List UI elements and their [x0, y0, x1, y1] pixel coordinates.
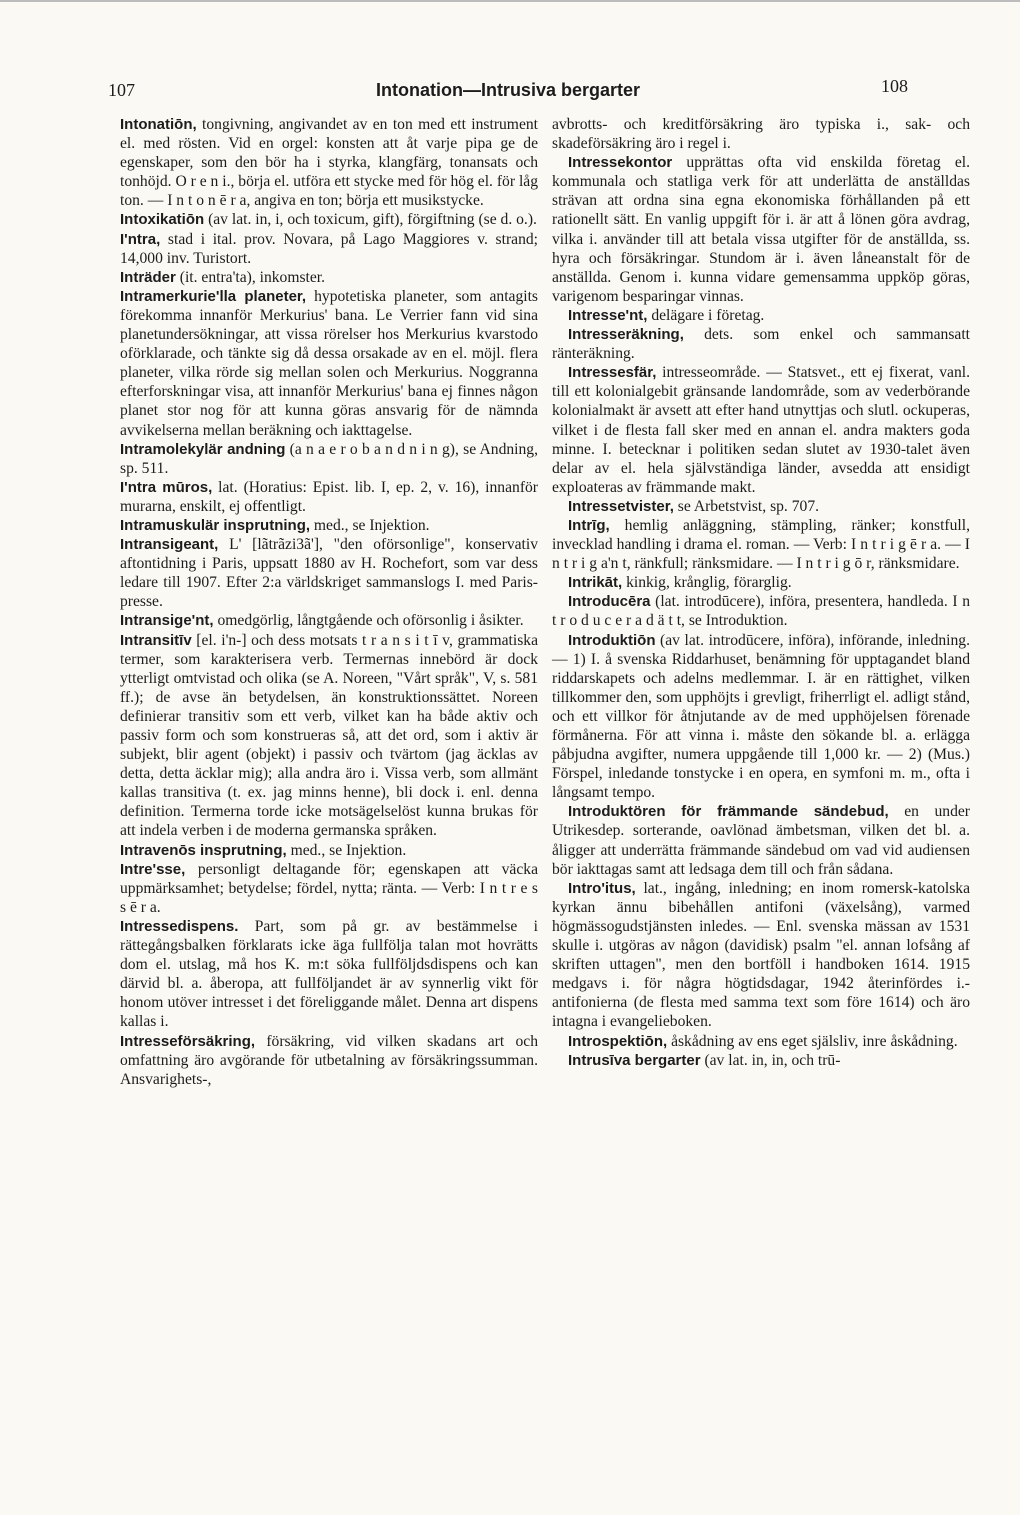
entry-headword: Intre'sse,: [120, 860, 186, 878]
entry-definition: lat. (Horatius: Epist. lib. I, ep. 2, v. 16), innanför murarna, enskilt, ej offentligt.: [120, 478, 539, 515]
dictionary-entry: [552, 1032, 970, 1051]
dictionary-entry: [120, 440, 538, 478]
entry-headword: Intransitīv: [120, 631, 192, 649]
entry-headword: Intransige'nt,: [120, 612, 214, 630]
running-title: Intonation—Intrusiva bergarter: [375, 80, 641, 100]
dictionary-entry: [120, 230, 538, 268]
entry-headword: I'ntra mūros,: [120, 478, 213, 496]
dictionary-entry: [120, 631, 538, 841]
entry-headword: Introducēra: [568, 593, 651, 611]
dictionary-entry: [552, 497, 970, 516]
entry-headword: I'ntra,: [120, 230, 161, 248]
entry-definition: dets. som enkel och sammansatt ränteräkning.: [552, 326, 970, 363]
entry-definition: med., se Injektion.: [310, 516, 430, 534]
entry-definition: L' [lãtrãzi3ã'], "den oförsonlige", konservativ aftontidning i Paris, uppsatt 1880 av H. Rochefort, som var dess ledare till 1907. Efter 2:a världskriget sammanslogs I. med Paris-presse.: [120, 536, 538, 611]
entry-definition: avbrotts- och kreditförsäkring äro typiska i., sak- och skadeförsäkring äro i regel i.: [552, 116, 970, 153]
entry-definition: försäkring, vid vilken skadans art och omfattning äro avgörande för utbetalning av försäkringssumman. Ansvarighets-,: [120, 1032, 538, 1088]
entry-definition: delägare i företag.: [647, 306, 765, 324]
entry-headword: Intramolekylär andning: [120, 440, 286, 458]
entry-headword: Intresseräkning,: [568, 326, 684, 344]
entry-definition: (lat. introdūcere), införa, presentera, handleda. I n t r o d u c e r a d ä t t, se Introduktion.: [552, 593, 970, 630]
right-column: [552, 115, 970, 1070]
entry-definition: hemlig anläggning, stämpling, ränker; konstfull, invecklad handling i drama el. roman. — Verb: I n t r i g ē r a. — I n t r i g a'n t, ränkfull; ränksmidare. — I n t r i g ō r, ränksmidare.: [552, 516, 970, 573]
dictionary-entry: [120, 1032, 538, 1089]
entry-headword: Intresse'nt,: [568, 306, 648, 324]
entry-definition: lat., ingång, inledning; en inom romersk-katolska kyrkan ännu bibehållen antifoni (växelsång), varmed högmässogudstjänsten inledes. — Enl. svenska mässan av 1531 skulle i. utgöras av någon (davidisk) psalm "el. annan lofsång af skriften uttagen", men den bortföll i handboken 1614. 1915 medgavs i. för några högtidsdagar, 1942 återinfördes i.-antifonierna (de flesta med samma text som före 1614) och äro intagna i evangelieboken.: [552, 879, 970, 1031]
top-border-line: [0, 0, 1020, 2]
dictionary-entry: [120, 516, 538, 535]
dictionary-entry: [552, 306, 970, 325]
dictionary-entry: [552, 573, 970, 592]
entry-definition: personligt deltagande för; egenskapen att väcka uppmärksamhet; betydelse; fördel, nytta; ränta. — Verb: I n t r e s s ē r a.: [120, 860, 538, 916]
entry-headword: Intrīg,: [568, 516, 610, 534]
entry-definition: tongivning, angivandet av en ton med ett instrument el. med rösten. Vid en orgel: konsten att åt varje pipa ge de egenskaper, som den bör ha i styrka, klangfärg, tonansats och tonhöjd. O r e n i., börja el. utföra ett stycke med för hög el. för låg ton. — I n t o n ē r a, angiva en ton; börja ett musikstycke.: [120, 116, 538, 210]
left-column: [120, 115, 538, 1089]
dictionary-entry: [120, 268, 538, 287]
entry-headword: Intravenōs insprutning,: [120, 841, 287, 859]
entry-headword: Intoxikatiōn: [120, 211, 205, 229]
dictionary-entry: [552, 325, 970, 363]
entry-headword: Intresseförsäkring,: [120, 1032, 256, 1050]
dictionary-entry: [120, 287, 538, 440]
entry-headword: Intressesfär,: [568, 364, 657, 382]
left-page-number: 107: [108, 80, 135, 100]
entry-headword: Intressekontor: [568, 154, 673, 172]
dictionary-entry: [120, 115, 538, 210]
dictionary-entry: [552, 516, 970, 573]
entry-definition: med., se Injektion.: [286, 841, 407, 859]
dictionary-entry: [120, 860, 538, 917]
entry-headword: Intressetvister,: [568, 497, 674, 515]
dictionary-entry: [552, 153, 970, 306]
right-page-number: 108: [881, 76, 908, 96]
dictionary-entry: [552, 631, 970, 803]
entry-definition: kinkig, krånglig, förarglig.: [622, 574, 792, 592]
entry-headword: Intro'itus,: [568, 879, 636, 897]
entry-definition: Part, som på gr. av bestämmelse i rättegångsbalken förklarats icke äga fullfölja talan mot hovrätts dom el. utslag, må hos K. m:t söka fullföljdsdispens och kan därvid bl. a. åberopa, att fullföljandet är av synnerlig vikt för honom utöver intresset i det föreliggande målet. Denna art dispens kallas i.: [120, 917, 538, 1031]
entry-definition: åskådning av ens eget själsliv, inre åskådning.: [667, 1032, 958, 1050]
entry-headword: Introduktiōn: [568, 631, 656, 649]
entry-headword: Intressedispens.: [120, 917, 239, 935]
entry-definition: stad i ital. prov. Novara, på Lago Maggiores v. strand; 14,000 inv. Turistort.: [120, 230, 538, 267]
entry-headword: Intonatiōn,: [120, 116, 197, 133]
dictionary-entry: [552, 802, 970, 878]
dictionary-entry: [552, 592, 970, 630]
dictionary-entry: [552, 363, 970, 497]
dictionary-entry: [552, 115, 970, 153]
dictionary-entry: [120, 611, 538, 630]
entry-headword: Intransigeant,: [120, 536, 219, 554]
entry-definition: (a n a e r o b a n d n i n g), se Andning, sp. 511.: [120, 440, 538, 477]
entry-headword: Intramerkurie'lla planeter,: [120, 287, 307, 305]
entry-definition: (it. entra'ta), inkomster.: [175, 268, 326, 286]
dictionary-entry: [552, 1051, 970, 1070]
entry-headword: Introspektiōn,: [568, 1032, 668, 1050]
entry-headword: Intrikāt,: [568, 574, 623, 592]
entry-definition: en under Utrikesdep. sorterande, oavlönad ämbetsman, vilken det bl. a. åligger att underrätta främmande sändebud om vad vid audiensen bör iakttagas samt att ledsaga dem till och från sådana.: [552, 803, 970, 878]
entry-definition: (av lat. in, in, och trū-: [700, 1051, 841, 1069]
entry-headword: Intramuskulär insprutning,: [120, 516, 311, 534]
entry-definition: intresseområde. — Statsvet., ett ej fixerat, vanl. till ett kolonialgebit gränsande landområde, som av vederbörande kolonialmakt är avsett att efter hand utnyttjas och slutl. ockuperas, vilket i de flesta fall sker med en annan el. andra makters goda minne. I. betecknar i politiken sedan slutet av 1930-talet även delar av el. hela självständiga länder, avsedda att ensidigt exploateras av främmande makt.: [552, 364, 970, 496]
dictionary-entry: [120, 535, 538, 611]
entry-definition: (av lat. introdūcere, införa), införande, inledning. — 1) I. å svenska Riddarhuset, benämning för upptagandet bland riddarskapets och adelns medlemmar. I. är en rättighet, vilken tillkommer den, som upphöjts i grevligt, friherrligt el. adligt stånd, och ett villkor för åtnjutande av de med upphöjelsen förenade förmånerna. För att vinna i. måste den sökande bl. a. erlägga påbjudna avgifter, numera uppgående till 1,000 kr. — 2) (Mus.) Förspel, inledande tonstycke i en opera, en symfoni m. m., ofta i långsamt tempo.: [552, 631, 970, 802]
entry-definition: [el. i'n-] och dess motsats t r a n s i t ī v, grammatiska termer, som karakterisera verb. Termernas innebörd är dock ytterligt omtvistad och olika (se A. Noreen, "Vårt språk", V, s. 581 ff.); de avse än betydelsen, än konstruktionssättet. Noreen definierar transitiv som ett verb, vilket kan ha både aktiv och passiv form och som konstrueras så, att det ord, som i aktiv är subjekt, blir agent (objekt) i passiv och tvärtom (jag äcklas av detta, detta äcklar mig); alla andra äro i. Vissa verb, som allmänt kallas transitiva (t. ex. jag minns henne), bli dock i. enl. denna definition. Termerna torde icke motsägelselöst kunna brukas för att indela verben i de moderna germanska språken.: [120, 631, 538, 840]
dictionary-entry: [120, 478, 538, 516]
dictionary-entry: [120, 210, 538, 229]
entry-headword: Introduktören för främmande sändebud,: [568, 803, 889, 821]
page-header: [108, 76, 908, 106]
dictionary-entry: [552, 879, 970, 1032]
dictionary-entry: [120, 841, 538, 860]
entry-definition: omedgörlig, långtgående och oförsonlig i åsikter.: [213, 612, 524, 630]
entry-headword: Inträder: [120, 268, 176, 286]
entry-definition: (av lat. in, i, och toxicum, gift), förgiftning (se d. o.).: [204, 211, 537, 229]
entry-definition: se Arbetstvist, sp. 707.: [673, 497, 820, 515]
entry-definition: hypotetiska planeter, som antagits förekomma innanför Merkurius' bana. Le Verrier fann vid sina planetundersökningar, att vissa rörelser hos Merkurius kvarstodo oförklarade, och tänkte sig då dessa orsakade av en el. möjl. flera planeter, vilka rörde sig mellan solen och Merkurius. Noggranna efterforskningar visa, att innanför Merkurius' bana ej finnes någon planet stor nog för att kunna göras ansvarig för de nämnda avvikelserna mellan beräkning och iakttagelse.: [120, 287, 538, 439]
entry-definition: upprättas ofta vid enskilda företag el. kommunala och statliga verk för att underlätta de anställdas strävan att ordna sina egna ekonomiska förhållanden på ett rationellt sätt. En vanlig uppgift för i. är att å lönen göra avdrag, vilka i. använder till att betala vissa utgifter för de anställda, ss. hyra och försäkringar. Stundom är i. även låneanstalt för de anställda. Genom i. kunna vidare gemensamma uppköp göras, varigenom besparingar vinnas.: [552, 154, 970, 305]
entry-headword: Intrusīva bergarter: [568, 1051, 701, 1069]
dictionary-entry: [120, 917, 538, 1032]
